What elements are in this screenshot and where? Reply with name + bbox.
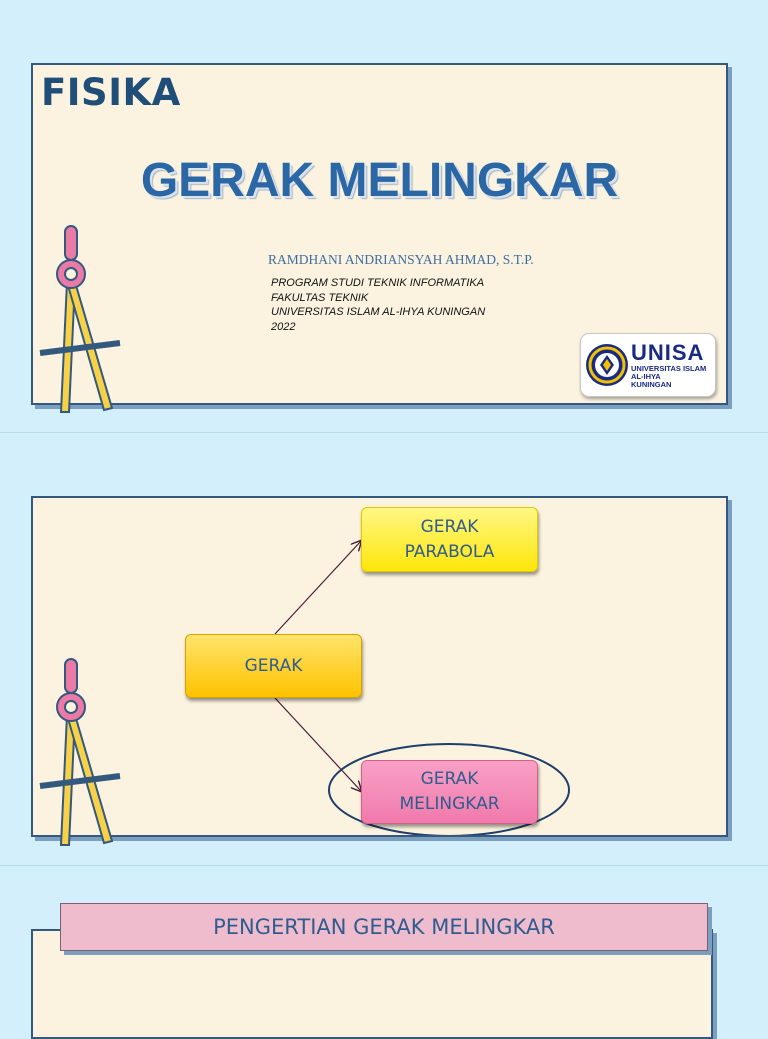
node-gerak-melingkar — [361, 760, 538, 824]
node-gerak-parabola — [361, 507, 538, 572]
compass-icon — [36, 222, 126, 417]
unisa-wordmark — [631, 340, 715, 364]
slide-diagram — [31, 496, 728, 837]
compass-icon — [36, 655, 126, 850]
definition-title-bar — [60, 903, 708, 951]
definition-title: PENGERTIAN GERAK MELINGKAR — [213, 915, 555, 939]
slide-title — [31, 63, 728, 405]
subject-label: FISIKA — [41, 71, 181, 114]
slide-title-heading: GERAK MELINGKAR — [140, 154, 619, 207]
affiliation-line: UNIVERSITAS ISLAM AL-IHYA KUNINGAN — [271, 306, 486, 318]
logo-line: KUNINGAN — [631, 380, 672, 389]
affiliation-line: FAKULTAS TEKNIK — [271, 291, 369, 304]
affiliation-line: PROGRAM STUDI TEKNIK INFORMATIKA — [271, 277, 485, 289]
logo-subtitle — [631, 365, 706, 389]
node-label: GERAK PARABOLA — [404, 516, 495, 562]
affiliation-block — [271, 276, 485, 334]
author-name: RAMDHANI ANDRIANSYAH AHMAD, S.T.P. — [268, 252, 534, 267]
unisa-logo — [580, 333, 716, 397]
node-gerak — [185, 634, 362, 698]
logo-line: UNIVERSITAS ISLAM — [631, 364, 707, 373]
node-label: GERAK MELINGKAR — [399, 769, 500, 814]
logo-line: AL-IHYA — [631, 372, 661, 381]
university-seal-icon — [585, 340, 629, 390]
arrow-to-melingkar — [275, 698, 361, 791]
affiliation-line: 2022 — [271, 320, 296, 333]
node-label: GERAK — [244, 655, 303, 676]
logo-wordmark-text: UNISA — [631, 340, 705, 364]
arrow-to-parabola — [275, 541, 361, 634]
